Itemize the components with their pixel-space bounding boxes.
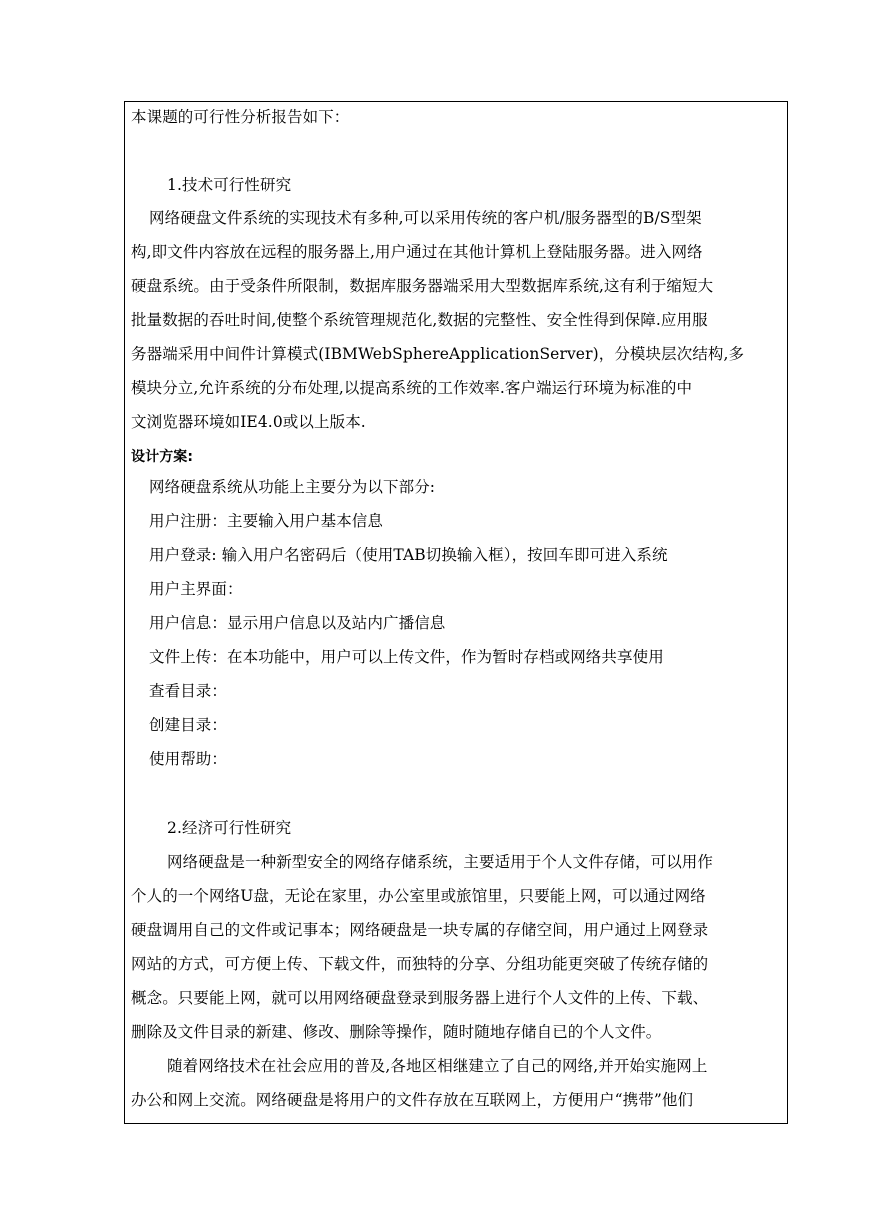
section1-heading: 1.技术可行性研究	[167, 176, 292, 194]
section2-paragraph1-line: 硬盘调用自己的文件或记事本；网络硬盘是一块专属的存储空间，用户通过上网登录	[131, 921, 709, 939]
section1-paragraph-line: 文浏览器环境如IE4.0或以上版本.	[131, 413, 366, 431]
design-item: 网络硬盘系统从功能上主要分为以下部分:	[149, 478, 436, 496]
design-item: 使用帮助：	[149, 750, 228, 768]
section1-paragraph-line: 硬盘系统。由于受条件所限制，数据库服务器端采用大型数据库系统,这有利于缩短大	[131, 277, 714, 295]
section2-paragraph1-line: 网络硬盘是一种新型安全的网络存储系统，主要适用于个人文件存储，可以用作	[167, 853, 714, 871]
design-item: 创建目录：	[149, 716, 228, 734]
section2-paragraph2-line: 随着网络技术在社会应用的普及,各地区相继建立了自己的网络,并开始实施网上	[167, 1057, 708, 1075]
design-item: 用户登录: 输入用户名密码后（使用TAB切换输入框），按回车即可进入系统	[149, 546, 668, 564]
design-item: 文件上传：在本功能中，用户可以上传文件，作为暂时存档或网络共享使用	[149, 648, 664, 666]
section2-heading: 2.经济可行性研究	[167, 819, 292, 837]
section1-paragraph-line: 网络硬盘文件系统的实现技术有多种,可以采用传统的客户机/服务器型的B/S型架	[149, 209, 702, 227]
section1-paragraph-line: 务器端采用中间件计算模式(IBMWebSphereApplicationServer)，分模块层次结构,多	[131, 345, 745, 363]
section1-paragraph-line: 批量数据的吞吐时间,使整个系统管理规范化,数据的完整性、安全性得到保障.应用服	[131, 311, 708, 329]
section2-paragraph1-line: 删除及文件目录的新建、修改、删除等操作，随时随地存储自已的个人文件。	[131, 1023, 662, 1041]
section1-paragraph-line: 模块分立,允许系统的分布处理,以提高系统的工作效率.客户端运行环境为标准的中	[131, 379, 693, 397]
section2-paragraph1-line: 个人的一个网络U盘，无论在家里，办公室里或旅馆里，只要能上网，可以通过网络	[131, 887, 706, 905]
design-item: 用户主界面：	[149, 580, 243, 598]
design-item: 用户信息：显示用户信息以及站内广播信息	[149, 614, 446, 632]
section1-paragraph-line: 构,即文件内容放在远程的服务器上,用户通过在其他计算机上登陆服务器。进入网络	[131, 243, 703, 261]
design-item: 用户注册：主要输入用户基本信息	[149, 512, 384, 530]
design-title: 设计方案:	[131, 449, 194, 465]
section2-paragraph2-line: 办公和网上交流。网络硬盘是将用户的文件存放在互联网上，方便用户“携带”他们	[131, 1091, 694, 1109]
intro-line: 本课题的可行性分析报告如下：	[131, 108, 350, 126]
design-item: 查看目录：	[149, 682, 228, 700]
section2-paragraph1-line: 概念。只要能上网，就可以用网络硬盘登录到服务器上进行个人文件的上传、下载、	[131, 989, 709, 1007]
section2-paragraph1-line: 网站的方式，可方便上传、下载文件，而独特的分享、分组功能更突破了传统存储的	[131, 955, 709, 973]
report-frame	[124, 101, 788, 1124]
